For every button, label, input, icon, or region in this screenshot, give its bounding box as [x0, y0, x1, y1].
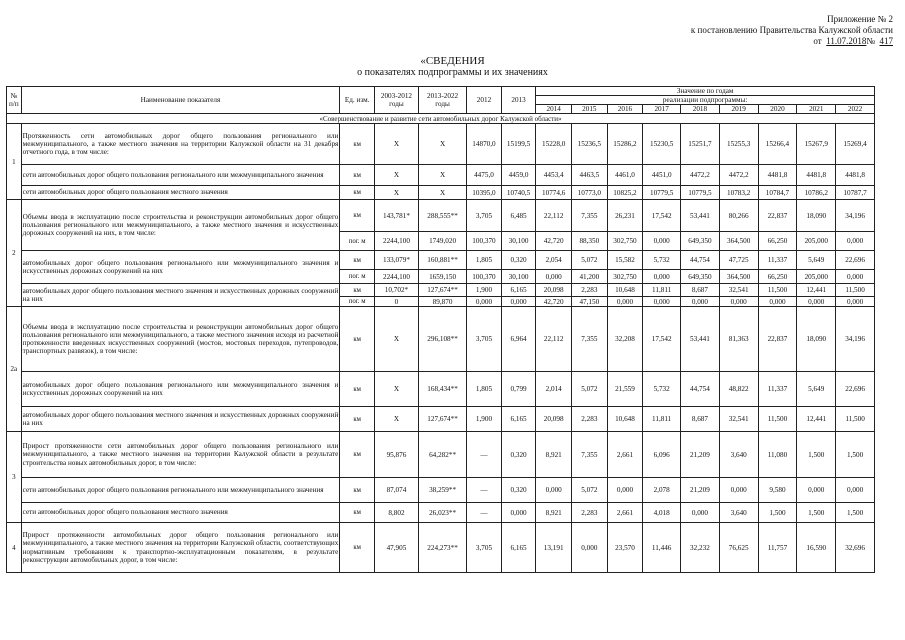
- value-cell: 8,921: [536, 503, 572, 523]
- indicator-name: сети автомобильных дорог общего пользования регионального или межмуниципального значения: [21, 478, 340, 503]
- value-cell: 15236,5: [572, 124, 608, 165]
- value-cell: 11,757: [758, 523, 797, 573]
- value-cell: —: [467, 503, 502, 523]
- value-cell: 0,000: [643, 232, 681, 251]
- value-cell: 4453,4: [536, 165, 572, 186]
- value-cell: 15286,2: [607, 124, 643, 165]
- value-cell: 0,320: [501, 478, 536, 503]
- table-row: [7, 503, 875, 523]
- document-title: [0, 56, 905, 78]
- value-cell: 89,870: [418, 297, 466, 307]
- indicator-name: автомобильных дорог общего пользования регионального или межмуниципального значения и искусственных дорожных сооружений на них: [21, 251, 340, 284]
- value-cell: 3,640: [719, 432, 758, 478]
- value-cell: 26,231: [607, 200, 643, 232]
- value-cell: 160,881**: [418, 251, 466, 270]
- value-cell: 22,837: [758, 200, 797, 232]
- value-cell: 48,822: [719, 372, 758, 407]
- appendix-number: 417: [879, 36, 893, 46]
- value-cell: 0,000: [536, 478, 572, 503]
- value-cell: 8,687: [681, 407, 720, 432]
- indicator-name: автомобильных дорог общего пользования местного значения и искусственных дорожных сооружений на них: [21, 407, 340, 432]
- appendix-prefix: от: [813, 36, 822, 46]
- value-cell: 66,250: [758, 270, 797, 284]
- value-cell: 10740,5: [501, 186, 536, 200]
- indicator-name: Прирост протяженности сети автомобильных дорог общего пользования регионального или межмуниципального, а также местного значения на территории Калужской области в результате строительства новых автомобильных дорог, в том числе:: [21, 432, 340, 478]
- value-cell: 12,441: [797, 284, 836, 297]
- value-cell: 34,196: [836, 307, 875, 372]
- header-year-2015: 2015: [572, 105, 608, 114]
- value-cell: 2244,100: [374, 232, 418, 251]
- value-cell: 15230,5: [643, 124, 681, 165]
- value-cell: 4475,0: [467, 165, 502, 186]
- value-cell: Х: [374, 307, 418, 372]
- value-cell: 127,674**: [418, 407, 466, 432]
- value-cell: 2,054: [536, 251, 572, 270]
- value-cell: 42,720: [536, 297, 572, 307]
- value-cell: 66,250: [758, 232, 797, 251]
- value-cell: 1,500: [836, 432, 875, 478]
- value-cell: 1659,150: [418, 270, 466, 284]
- value-cell: 4481,8: [797, 165, 836, 186]
- table-row: [7, 432, 875, 478]
- unit-cell: км: [340, 307, 375, 372]
- value-cell: 80,266: [719, 200, 758, 232]
- value-cell: 133,079*: [374, 251, 418, 270]
- unit-cell: км: [340, 284, 375, 297]
- value-cell: 64,282**: [418, 432, 466, 478]
- value-cell: Х: [418, 124, 466, 165]
- table-row: [7, 165, 875, 186]
- value-cell: 302,750: [607, 270, 643, 284]
- header-year-2012: 2012: [467, 87, 502, 114]
- value-cell: 8,687: [681, 284, 720, 297]
- header-period-2: 2013-2022 годы: [418, 87, 466, 114]
- value-cell: —: [467, 478, 502, 503]
- value-cell: 34,196: [836, 200, 875, 232]
- value-cell: Х: [374, 407, 418, 432]
- value-cell: 47,150: [572, 297, 608, 307]
- unit-cell: км: [340, 407, 375, 432]
- value-cell: 5,649: [797, 251, 836, 270]
- value-cell: 0,000: [719, 297, 758, 307]
- value-cell: 224,273**: [418, 523, 466, 573]
- value-cell: 21,559: [607, 372, 643, 407]
- value-cell: 4451,0: [643, 165, 681, 186]
- value-cell: 1,500: [797, 503, 836, 523]
- value-cell: Х: [418, 165, 466, 186]
- unit-cell: км: [340, 124, 375, 165]
- value-cell: 41,200: [572, 270, 608, 284]
- value-cell: 10395,0: [467, 186, 502, 200]
- value-cell: 364,500: [719, 232, 758, 251]
- value-cell: 15255,3: [719, 124, 758, 165]
- table-row: [7, 124, 875, 165]
- value-cell: 53,441: [681, 307, 720, 372]
- value-cell: 4481,8: [836, 165, 875, 186]
- value-cell: 296,108**: [418, 307, 466, 372]
- value-cell: 20,098: [536, 284, 572, 297]
- value-cell: 1,900: [467, 284, 502, 297]
- value-cell: 10786,2: [797, 186, 836, 200]
- value-cell: 10787,7: [836, 186, 875, 200]
- table-row: [7, 307, 875, 372]
- value-cell: 10784,7: [758, 186, 797, 200]
- value-cell: 0,000: [501, 503, 536, 523]
- indicators-table: [6, 86, 875, 573]
- value-cell: 0,799: [501, 372, 536, 407]
- value-cell: 4459,0: [501, 165, 536, 186]
- value-cell: 26,023**: [418, 503, 466, 523]
- value-cell: 30,100: [501, 270, 536, 284]
- value-cell: 1,805: [467, 372, 502, 407]
- value-cell: 32,696: [836, 523, 875, 573]
- value-cell: 2,283: [572, 407, 608, 432]
- value-cell: 11,811: [643, 407, 681, 432]
- value-cell: 21,209: [681, 478, 720, 503]
- value-cell: 0,000: [797, 297, 836, 307]
- value-cell: 22,112: [536, 307, 572, 372]
- table-row: [7, 200, 875, 232]
- value-cell: 18,090: [797, 307, 836, 372]
- unit-cell: км: [340, 523, 375, 573]
- value-cell: 15228,0: [536, 124, 572, 165]
- value-cell: 0,320: [501, 251, 536, 270]
- value-cell: 3,640: [719, 503, 758, 523]
- indicator-name: сети автомобильных дорог общего пользования местного значения: [21, 186, 340, 200]
- value-cell: 0,000: [607, 297, 643, 307]
- value-cell: 0,000: [836, 270, 875, 284]
- indicator-name: сети автомобильных дорог общего пользования местного значения: [21, 503, 340, 523]
- value-cell: 22,112: [536, 200, 572, 232]
- indicator-name: Прирост протяженности автомобильных дорог общего пользования регионального или межмуниципального, а также местного значения на территории Калужской области, соответствующих нормативным требованиям к транспортно-эксплуатационным показателям, в результате реконструкции автомобильных дорог, в том числе:: [21, 523, 340, 573]
- header-realization: реализации подпрограммы:: [536, 96, 875, 105]
- value-cell: 11,500: [836, 284, 875, 297]
- value-cell: 10779,5: [643, 186, 681, 200]
- value-cell: 0,000: [536, 270, 572, 284]
- value-cell: 17,542: [643, 307, 681, 372]
- value-cell: 9,580: [758, 478, 797, 503]
- value-cell: 8,802: [374, 503, 418, 523]
- value-cell: 1,500: [758, 503, 797, 523]
- value-cell: 100,370: [467, 270, 502, 284]
- value-cell: 205,000: [797, 232, 836, 251]
- unit-cell: км: [340, 200, 375, 232]
- value-cell: 10,648: [607, 407, 643, 432]
- value-cell: 649,350: [681, 270, 720, 284]
- unit-cell: км: [340, 372, 375, 407]
- value-cell: 3,705: [467, 523, 502, 573]
- value-cell: 76,625: [719, 523, 758, 573]
- value-cell: 302,750: [607, 232, 643, 251]
- value-cell: 6,964: [501, 307, 536, 372]
- unit-cell: пог. м: [340, 270, 375, 284]
- indicator-name: Объемы ввода в эксплуатацию после строительства и реконструкции автомобильных дорог общего пользования регионального или межмуниципального, а также местного значения и искусственных дорожных сооружений на них, в том числе:: [21, 200, 340, 251]
- value-cell: 364,500: [719, 270, 758, 284]
- value-cell: 10774,6: [536, 186, 572, 200]
- value-cell: 168,434**: [418, 372, 466, 407]
- value-cell: 32,208: [607, 307, 643, 372]
- value-cell: 11,337: [758, 372, 797, 407]
- value-cell: 6,165: [501, 407, 536, 432]
- value-cell: 8,921: [536, 432, 572, 478]
- indicator-name: автомобильных дорог общего пользования местного значения и искусственных дорожных сооружений на них: [21, 284, 340, 307]
- value-cell: 2,283: [572, 503, 608, 523]
- value-cell: 2,661: [607, 503, 643, 523]
- value-cell: 11,337: [758, 251, 797, 270]
- header-year-2016: 2016: [607, 105, 643, 114]
- indicator-name: Объемы ввода в эксплуатацию после строительства и реконструкции автомобильных дорог общего пользования регионального или межмуниципального, а также местного значения исходя из расчетной протяженности введенных искусственных сооружений (мостов, мостовых переходов, путепроводов, транспортных развязок), в том числе:: [21, 307, 340, 372]
- header-year-2020: 2020: [758, 105, 797, 114]
- value-cell: 7,355: [572, 432, 608, 478]
- value-cell: 2244,100: [374, 270, 418, 284]
- unit-cell: км: [340, 251, 375, 270]
- value-cell: 23,570: [607, 523, 643, 573]
- value-cell: Х: [374, 165, 418, 186]
- value-cell: 4,018: [643, 503, 681, 523]
- value-cell: 3,705: [467, 200, 502, 232]
- value-cell: 42,720: [536, 232, 572, 251]
- value-cell: 11,446: [643, 523, 681, 573]
- value-cell: 2,014: [536, 372, 572, 407]
- value-cell: 5,072: [572, 251, 608, 270]
- value-cell: 14870,0: [467, 124, 502, 165]
- value-cell: 5,072: [572, 372, 608, 407]
- value-cell: 1,900: [467, 407, 502, 432]
- value-cell: 5,732: [643, 372, 681, 407]
- header-no: № п/п: [7, 87, 22, 114]
- header-values-group: Значение по годам: [536, 87, 875, 96]
- value-cell: 0,000: [797, 478, 836, 503]
- row-number: 2а: [7, 307, 22, 432]
- value-cell: 3,705: [467, 307, 502, 372]
- value-cell: 1,500: [797, 432, 836, 478]
- header-period-1: 2003-2012 годы: [374, 87, 418, 114]
- value-cell: 88,350: [572, 232, 608, 251]
- value-cell: 0,000: [836, 478, 875, 503]
- unit-cell: км: [340, 478, 375, 503]
- indicator-name: сети автомобильных дорог общего пользования регионального или межмуниципального значения: [21, 165, 340, 186]
- value-cell: 15269,4: [836, 124, 875, 165]
- unit-cell: пог. м: [340, 297, 375, 307]
- indicator-name: автомобильных дорог общего пользования регионального или межмуниципального значения и искусственных дорожных сооружений на них: [21, 372, 340, 407]
- value-cell: 22,837: [758, 307, 797, 372]
- value-cell: 4481,8: [758, 165, 797, 186]
- value-cell: 44,754: [681, 372, 720, 407]
- table-row: [7, 407, 875, 432]
- value-cell: 0,000: [501, 297, 536, 307]
- value-cell: 15199,5: [501, 124, 536, 165]
- unit-cell: км: [340, 503, 375, 523]
- value-cell: 649,350: [681, 232, 720, 251]
- unit-cell: км: [340, 165, 375, 186]
- value-cell: 0,000: [607, 478, 643, 503]
- header-year-2017: 2017: [643, 105, 681, 114]
- value-cell: 0,000: [836, 232, 875, 251]
- header-year-2019: 2019: [719, 105, 758, 114]
- value-cell: 10825,2: [607, 186, 643, 200]
- value-cell: 2,283: [572, 284, 608, 297]
- value-cell: 11,500: [836, 407, 875, 432]
- value-cell: 0: [374, 297, 418, 307]
- value-cell: 38,259**: [418, 478, 466, 503]
- value-cell: 5,072: [572, 478, 608, 503]
- value-cell: 7,355: [572, 200, 608, 232]
- value-cell: 6,165: [501, 284, 536, 297]
- value-cell: 10,648: [607, 284, 643, 297]
- value-cell: 0,000: [758, 297, 797, 307]
- table-row: [7, 478, 875, 503]
- appendix-line-1: Приложение № 2: [827, 14, 893, 24]
- appendix-line-2: к постановлению Правительства Калужской области: [690, 25, 893, 35]
- value-cell: 0,000: [681, 503, 720, 523]
- value-cell: 11,500: [758, 284, 797, 297]
- appendix-no-sign: №: [866, 36, 875, 46]
- value-cell: Х: [374, 186, 418, 200]
- row-number: 4: [7, 523, 22, 573]
- value-cell: 11,080: [758, 432, 797, 478]
- value-cell: 6,096: [643, 432, 681, 478]
- value-cell: 5,732: [643, 251, 681, 270]
- value-cell: 47,725: [719, 251, 758, 270]
- header-year-2018: 2018: [681, 105, 720, 114]
- value-cell: 15,582: [607, 251, 643, 270]
- value-cell: —: [467, 432, 502, 478]
- section-title: «Совершенствование и развитие сети автомобильных дорог Калужской области»: [7, 114, 875, 124]
- unit-cell: км: [340, 432, 375, 478]
- title-subtitle: о показателях подпрограммы и их значениях: [357, 67, 548, 78]
- value-cell: 0,000: [572, 523, 608, 573]
- indicator-name: Протяженность сети автомобильных дорог общего пользования регионального или межмуниципального, а также местного значения на территории Калужской области на 31 декабря отчетного года, в том числе:: [21, 124, 340, 165]
- value-cell: 32,541: [719, 284, 758, 297]
- value-cell: 13,191: [536, 523, 572, 573]
- header-year-2014: 2014: [536, 105, 572, 114]
- value-cell: 6,165: [501, 523, 536, 573]
- row-number: 3: [7, 432, 22, 523]
- unit-cell: пог. м: [340, 232, 375, 251]
- value-cell: 205,000: [797, 270, 836, 284]
- value-cell: 0,000: [643, 297, 681, 307]
- value-cell: 10779,5: [681, 186, 720, 200]
- value-cell: 4463,5: [572, 165, 608, 186]
- value-cell: 5,649: [797, 372, 836, 407]
- value-cell: 1,805: [467, 251, 502, 270]
- value-cell: 22,696: [836, 372, 875, 407]
- appendix-block: [691, 14, 893, 47]
- value-cell: 22,696: [836, 251, 875, 270]
- header-year-2021: 2021: [797, 105, 836, 114]
- value-cell: 2,078: [643, 478, 681, 503]
- value-cell: 127,674**: [418, 284, 466, 297]
- row-number: 2: [7, 200, 22, 307]
- value-cell: 4472,2: [719, 165, 758, 186]
- value-cell: 10,702*: [374, 284, 418, 297]
- header-year-2013: 2013: [501, 87, 536, 114]
- title-main: «СВЕДЕНИЯ: [420, 55, 485, 67]
- value-cell: 15251,7: [681, 124, 720, 165]
- value-cell: 2,661: [607, 432, 643, 478]
- value-cell: 87,074: [374, 478, 418, 503]
- value-cell: 1,500: [836, 503, 875, 523]
- value-cell: 288,555**: [418, 200, 466, 232]
- table-row: [7, 523, 875, 573]
- value-cell: 0,000: [719, 478, 758, 503]
- value-cell: 81,363: [719, 307, 758, 372]
- value-cell: Х: [418, 186, 466, 200]
- table-row: [7, 372, 875, 407]
- value-cell: Х: [374, 372, 418, 407]
- value-cell: 0,000: [836, 297, 875, 307]
- value-cell: 15267,9: [797, 124, 836, 165]
- value-cell: 10773,0: [572, 186, 608, 200]
- value-cell: 17,542: [643, 200, 681, 232]
- appendix-date-line: [691, 36, 893, 47]
- value-cell: 32,232: [681, 523, 720, 573]
- value-cell: 7,355: [572, 307, 608, 372]
- value-cell: 0,320: [501, 432, 536, 478]
- value-cell: 6,485: [501, 200, 536, 232]
- value-cell: 0,000: [681, 297, 720, 307]
- value-cell: 16,590: [797, 523, 836, 573]
- header-name: Наименование показателя: [21, 87, 340, 114]
- value-cell: 20,098: [536, 407, 572, 432]
- value-cell: 4461,0: [607, 165, 643, 186]
- table-row: [7, 284, 875, 297]
- value-cell: 4472,2: [681, 165, 720, 186]
- value-cell: 53,441: [681, 200, 720, 232]
- value-cell: 32,541: [719, 407, 758, 432]
- value-cell: 11,811: [643, 284, 681, 297]
- row-number: 1: [7, 124, 22, 200]
- table-row: [7, 251, 875, 270]
- value-cell: 143,781*: [374, 200, 418, 232]
- value-cell: 44,754: [681, 251, 720, 270]
- header-year-2022: 2022: [836, 105, 875, 114]
- value-cell: 30,100: [501, 232, 536, 251]
- value-cell: 12,441: [797, 407, 836, 432]
- header-unit: Ед. изм.: [340, 87, 375, 114]
- value-cell: 15266,4: [758, 124, 797, 165]
- value-cell: 47,905: [374, 523, 418, 573]
- value-cell: 0,000: [467, 297, 502, 307]
- value-cell: 21,209: [681, 432, 720, 478]
- appendix-date: 11.07.2018: [826, 36, 867, 46]
- value-cell: 95,876: [374, 432, 418, 478]
- unit-cell: км: [340, 186, 375, 200]
- value-cell: Х: [374, 124, 418, 165]
- value-cell: 0,000: [643, 270, 681, 284]
- value-cell: 18,090: [797, 200, 836, 232]
- value-cell: 11,500: [758, 407, 797, 432]
- table-row: [7, 186, 875, 200]
- value-cell: 1749,020: [418, 232, 466, 251]
- value-cell: 10783,2: [719, 186, 758, 200]
- value-cell: 100,370: [467, 232, 502, 251]
